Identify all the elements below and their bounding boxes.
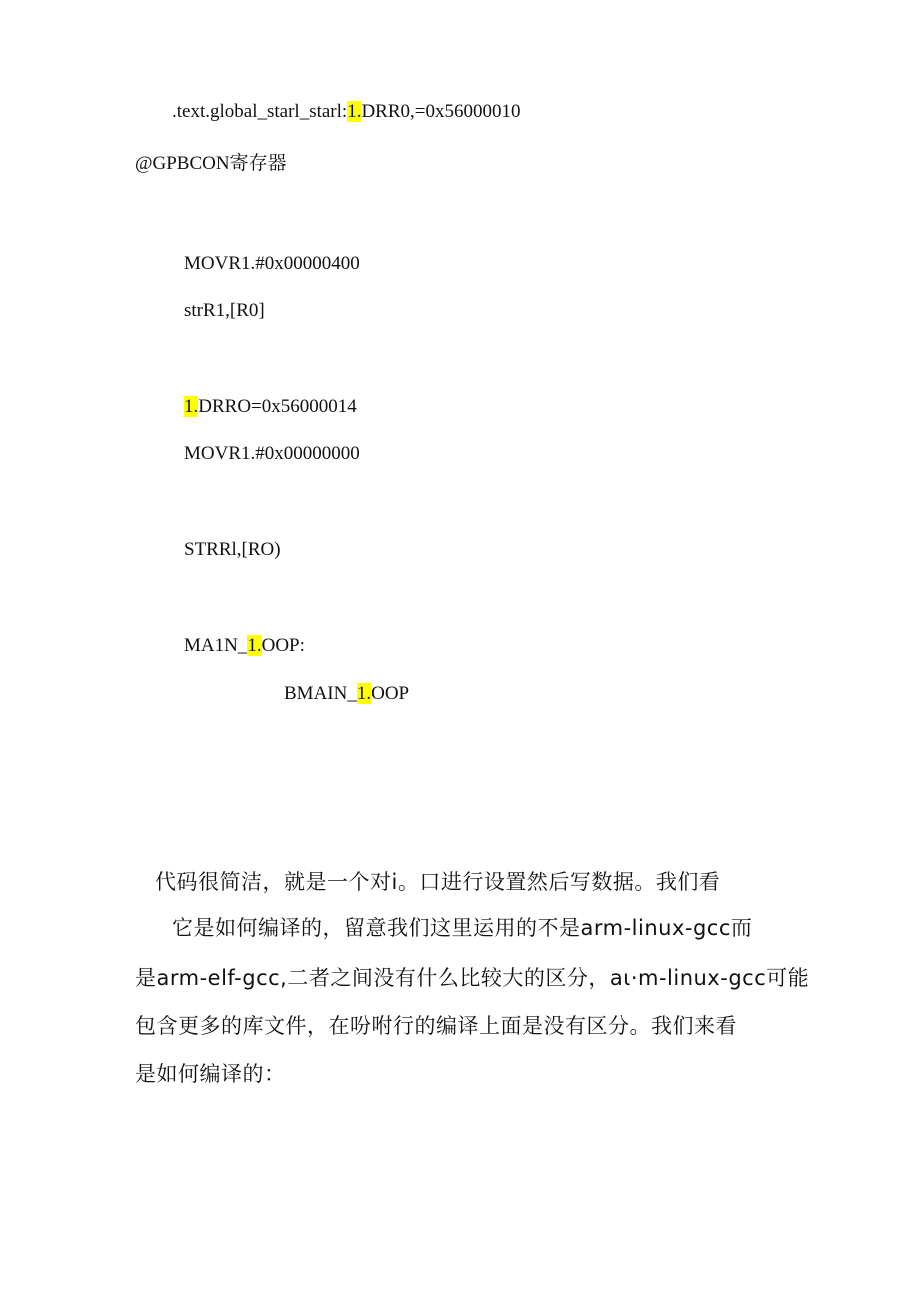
code-text: MOVR1.#0x00000000 bbox=[184, 443, 360, 464]
code-line-3 bbox=[184, 251, 360, 277]
paragraph-line-5: 是如何编译的： bbox=[135, 1062, 286, 1086]
code-text: DRR0,=0x56000010 bbox=[361, 101, 521, 122]
code-line-8 bbox=[184, 633, 305, 659]
code-text: OOP bbox=[371, 683, 410, 704]
code-text: STRRl,[RO) bbox=[184, 539, 281, 560]
paragraph-line-4: 包含更多的库文件，在吩咐行的编译上面是没有区分。我们来看 bbox=[135, 1014, 737, 1038]
paragraph-line-1: 代码很简洁，就是一个对i。口进行设置然后写数据。我们看 bbox=[155, 870, 721, 894]
code-text: OOP: bbox=[261, 635, 305, 656]
code-comment: @GPBCON寄存器 bbox=[135, 153, 287, 174]
paragraph-line-3: 是arm-elf-gcc,二者之间没有什么比较大的区分，aι·m-linux-gcc可能 bbox=[135, 966, 810, 990]
code-text: MA1N_ bbox=[184, 635, 248, 656]
code-line-7 bbox=[184, 537, 281, 563]
highlighted-text: 1. bbox=[247, 635, 262, 656]
code-line-9 bbox=[284, 681, 409, 707]
code-text: .text.global_starl_starl: bbox=[172, 101, 348, 122]
code-line-2 bbox=[135, 151, 287, 177]
highlighted-text: 1. bbox=[184, 396, 199, 417]
code-line-6 bbox=[184, 441, 360, 467]
code-text: DRRO=0x56000014 bbox=[198, 396, 357, 417]
code-line-4 bbox=[184, 298, 265, 324]
code-text: strR1,[R0] bbox=[184, 300, 265, 321]
code-line-5 bbox=[184, 394, 357, 420]
code-line-1 bbox=[172, 99, 520, 125]
highlighted-text: 1. bbox=[356, 683, 372, 704]
paragraph-line-2: 它是如何编译的，留意我们这里运用的不是arm-linux-gcc而 bbox=[172, 916, 753, 940]
code-text: MOVR1.#0x00000400 bbox=[184, 253, 360, 274]
code-text: BMAIN_ bbox=[284, 683, 357, 704]
highlighted-text: 1. bbox=[347, 101, 362, 122]
